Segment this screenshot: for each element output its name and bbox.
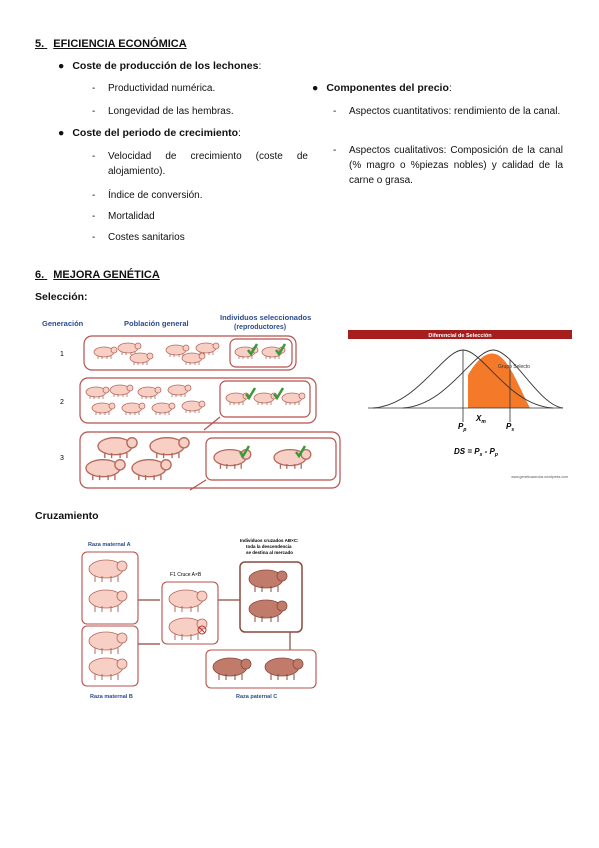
bullet-coste-crecimiento [58,127,241,139]
section-title: MEJORA GENÉTICA [53,269,160,281]
list-item-text: Aspectos cualitativos: Composición de la canal (% magro o %piezas nobles) y calidad de la carne o grasa. [349,145,563,186]
bullet-dot: ● [58,60,65,72]
subheading-seleccion: Selección: [35,291,88,303]
bullet-componentes-precio [312,82,452,94]
list-item: - Mortalidad [92,211,155,222]
list-item-text: Longevidad de las hembras. [108,106,234,117]
section-5-heading [35,38,187,50]
list-item: - Productividad numérica. [92,83,216,94]
label-raza-a: Raza maternal A [88,542,131,548]
subheading-cruzamiento: Cruzamiento [35,510,99,522]
list-item-text: Mortalidad [108,211,155,222]
bullet-colon: : [238,127,241,139]
label-cruzados-1: Individuos cruzados AB×C: [240,538,299,543]
label-raza-b: Raza maternal B [90,694,133,700]
label-f1: F1 Cruce A×B [170,572,202,578]
figure-title: Diferencial de Selección [428,333,492,339]
xm-label: $X_m$ [476,414,486,425]
list-item-text: Aspectos cuantitativos: rendimiento de la canal. [349,106,561,117]
header-reproductores: (reproductores) [234,324,287,331]
bullet-dot: ● [58,127,65,139]
row-label: 2 [60,399,64,406]
list-item: - Aspectos cualitativos: Composición de la canal (% magro o %piezas nobles) y calidad de la carne o grasa. [333,145,563,186]
ds-formula: DS = $P_s - P_p$ [454,447,498,458]
crossbreeding-figure [80,532,330,707]
bullet-dot: ● [312,82,319,94]
list-item-text: Costes sanitarios [108,232,185,243]
selected-group-area [468,354,530,408]
bullet-title: Componentes del precio [326,82,449,94]
list-item: - Velocidad de crecimiento (coste de alojamiento). [92,151,308,177]
header-generacion: Generación [42,319,84,328]
row-label: 3 [60,455,64,462]
selection-figure [34,310,344,495]
section-number: 6. [35,269,45,281]
list-item: - Longevidad de las hembras. [92,106,234,117]
section-title: EFICIENCIA ECONÓMICA [53,38,187,50]
label-raza-c: Raza paternal C [236,694,278,700]
list-item: - Índice de conversión. [92,190,203,201]
list-item: - Aspectos cuantitativos: rendimiento de la canal. [333,106,561,117]
label-cruzados-3: se destina al mercado [246,550,294,555]
list-item: - Costes sanitarios [92,232,185,243]
ps-label: $P_s$ [506,422,515,433]
bullet-colon: : [258,60,262,72]
section-6-heading [35,269,160,281]
pp-label: $P_p$ [458,422,467,433]
list-item-text: Índice de conversión. [108,190,203,201]
label-cruzados-2: toda la descendencia [246,544,292,549]
population-frame [80,378,316,423]
header-poblacion: Población general [124,319,189,328]
grupo-selecto-label: Grupo Selecto [498,364,530,370]
selection-differential-figure [348,330,572,480]
section-number: 5. [35,38,45,50]
bullet-coste-lechones [58,60,261,72]
bullet-title: Coste del periodo de crecimiento [72,127,239,139]
list-item-text: Productividad numérica. [108,83,216,94]
row-label: 1 [60,351,64,358]
bullet-colon: : [448,82,452,94]
bullet-title: Coste de producción de los lechones [72,60,259,72]
credit: www.geneticacerdos.wordpress.com [511,475,568,479]
header-seleccionados: Individuos seleccionados [220,313,312,322]
list-item-text: Velocidad de crecimiento (coste de alojamiento). [108,151,308,177]
